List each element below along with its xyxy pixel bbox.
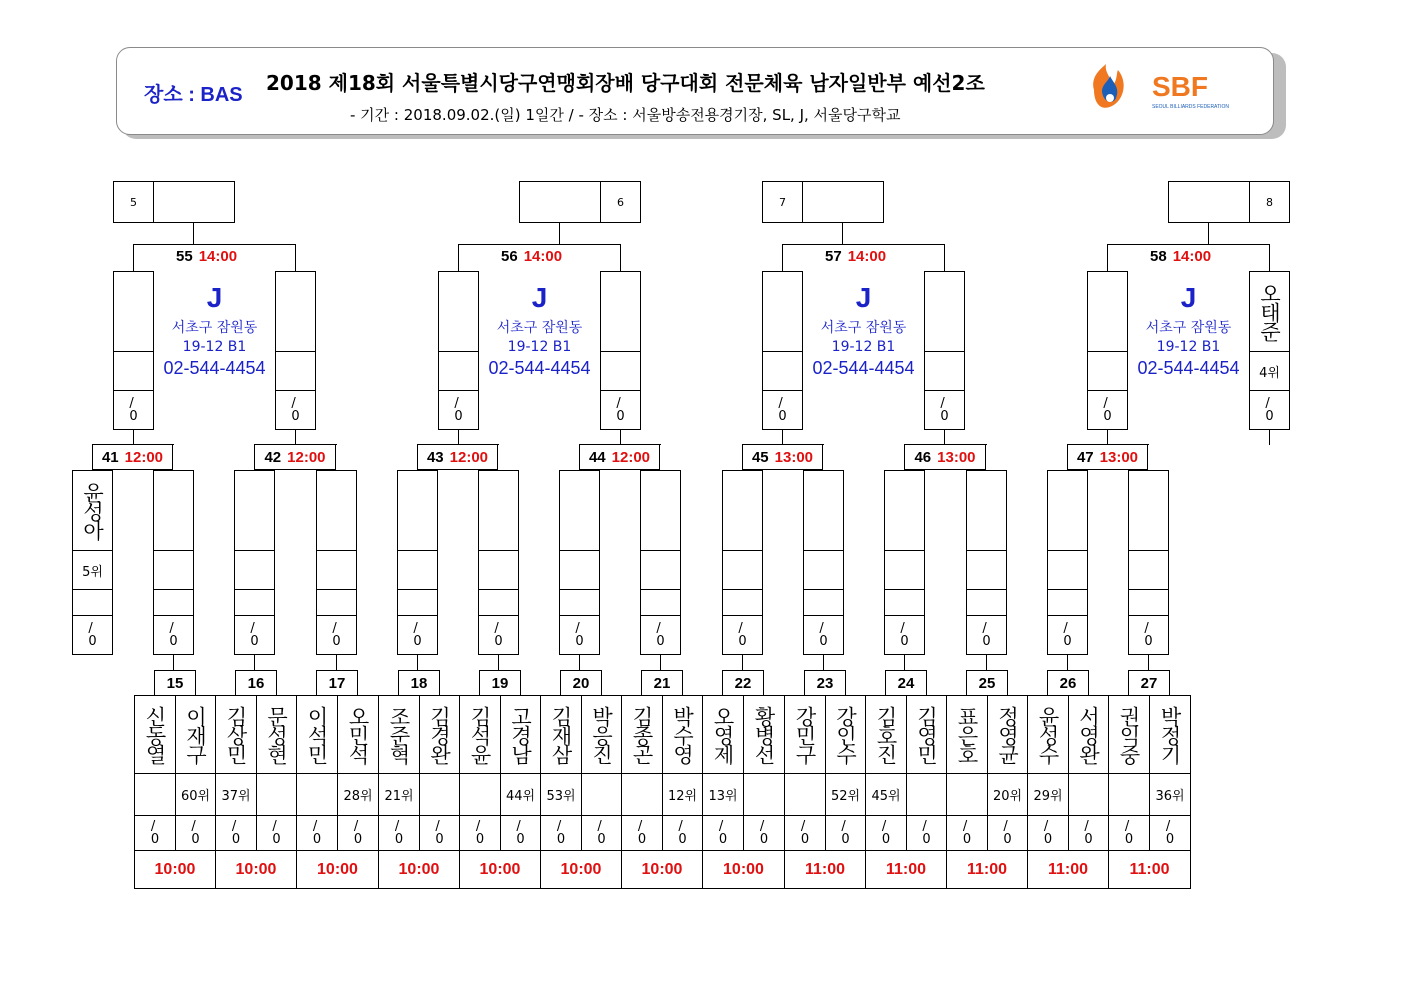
prelim-score-cell: / 0	[1149, 815, 1191, 851]
prelim-match-time: 11:00	[1108, 850, 1191, 889]
match-time: 13:00	[774, 448, 814, 466]
page-title: 2018 제18회 서울특별시당구연맹회장배 당구대회 전문체육 남자일반부 예선2조	[266, 71, 985, 95]
connector-line	[1107, 430, 1108, 445]
prelim-player-rank: 20위	[987, 773, 1028, 816]
semi-blank-cell	[559, 589, 600, 616]
prelim-score-cell: / 0	[296, 815, 338, 851]
semi-name-cell	[722, 470, 763, 551]
page-subtitle: - 기간 : 2018.09.02.(일) 1일간 / - 장소 : 서울방송전용경기장, SL, J, 서울당구학교	[350, 106, 901, 124]
semi-name-cell	[397, 470, 438, 551]
connector-line	[782, 430, 783, 445]
semi-blank-cell	[478, 589, 519, 616]
semi-rank-cell	[640, 550, 681, 590]
prelim-score-cell: / 0	[702, 815, 744, 851]
match-number: 56	[501, 248, 518, 265]
final-score-cell: / 0	[762, 390, 803, 430]
prelim-player-name: 조준혁	[378, 695, 420, 774]
top-slot-number: 7	[762, 181, 803, 223]
semi-blank-cell	[153, 589, 194, 616]
semi-name-cell	[966, 470, 1007, 551]
match-number: 43	[426, 448, 444, 466]
prelim-match-number: 16	[235, 670, 277, 696]
prelim-player-name: 김석윤	[459, 695, 501, 774]
prelim-player-rank: 21위	[378, 773, 420, 816]
semi-name-cell	[640, 470, 681, 551]
match-time: 14:00	[198, 248, 238, 265]
semi-match-label	[417, 444, 498, 470]
prelim-player-rank	[946, 773, 988, 816]
final-score-cell: / 0	[438, 390, 479, 430]
connector-line	[1067, 655, 1068, 671]
logo-subtext: SEOUL BILLIARDS FEDERATION	[1152, 104, 1229, 110]
venue-name: J	[855, 282, 872, 313]
prelim-score-cell: / 0	[500, 815, 541, 851]
semi-score-cell: / 0	[72, 615, 113, 655]
prelim-score-cell: / 0	[378, 815, 420, 851]
semi-rank-cell	[397, 550, 438, 590]
sbf-logo	[1088, 62, 1248, 122]
prelim-match-time: 10:00	[540, 850, 622, 889]
venue-address: 19-12 B1	[831, 339, 896, 355]
prelim-match-number: 15	[154, 670, 196, 696]
semi-score-cell: / 0	[153, 615, 194, 655]
venue-phone: 02-544-4454	[488, 358, 591, 378]
semi-score-cell: / 0	[234, 615, 275, 655]
match-number: 57	[825, 248, 842, 265]
prelim-match-time: 10:00	[702, 850, 785, 889]
connector-line	[295, 430, 296, 445]
prelim-match-number: 19	[479, 670, 521, 696]
connector-line	[173, 655, 174, 671]
bye-player-rank: 5위	[72, 550, 113, 590]
prelim-score-cell: / 0	[784, 815, 826, 851]
connector-line	[660, 655, 661, 671]
prelim-score-cell: / 0	[175, 815, 216, 851]
prelim-player-name: 박수영	[662, 695, 703, 774]
semi-rank-cell	[966, 550, 1007, 590]
prelim-match-number: 22	[722, 670, 764, 696]
final-score-cell: / 0	[1087, 390, 1128, 430]
connector-line	[782, 244, 783, 272]
semi-rank-cell	[884, 550, 925, 590]
semi-score-cell: / 0	[884, 615, 925, 655]
prelim-score-cell: / 0	[1108, 815, 1150, 851]
connector-line	[458, 430, 459, 445]
match-number: 46	[914, 448, 932, 466]
prelim-player-name: 정영균	[987, 695, 1028, 774]
prelim-player-name: 표은호	[946, 695, 988, 774]
connector-line	[133, 430, 134, 445]
semi-match-label	[1067, 444, 1148, 470]
prelim-player-rank	[296, 773, 338, 816]
bye-player-name: 윤성아	[72, 470, 113, 551]
top-slot-name	[802, 181, 884, 223]
prelim-player-rank: 44위	[500, 773, 541, 816]
prelim-score-cell: / 0	[743, 815, 785, 851]
prelim-score-cell: / 0	[134, 815, 176, 851]
semi-name-cell	[234, 470, 275, 551]
connector-line	[944, 244, 945, 272]
prelim-player-rank: 45위	[865, 773, 907, 816]
match-number: 41	[101, 448, 119, 466]
final-score-cell: / 0	[1249, 390, 1290, 430]
prelim-score-cell: / 0	[337, 815, 379, 851]
semi-blank-cell	[966, 589, 1007, 616]
prelim-match-number: 24	[885, 670, 927, 696]
connector-line	[498, 655, 499, 671]
match-number: 42	[264, 448, 282, 466]
connector-line	[944, 430, 945, 445]
connector-line	[336, 655, 337, 671]
prelim-player-rank	[581, 773, 622, 816]
connector-line	[1107, 244, 1108, 272]
final-score-cell: / 0	[600, 390, 641, 430]
prelim-player-rank	[256, 773, 297, 816]
venue-address: 서초구 잠원동	[171, 320, 258, 336]
semi-blank-cell	[397, 589, 438, 616]
semi-match-label	[579, 444, 660, 470]
prelim-player-name: 김호진	[865, 695, 907, 774]
connector-line	[559, 223, 560, 245]
prelim-match-time: 10:00	[378, 850, 460, 889]
semi-rank-cell	[153, 550, 194, 590]
top-slot-name	[153, 181, 235, 223]
top-slot-number: 6	[600, 181, 641, 223]
prelim-score-cell: / 0	[581, 815, 622, 851]
semi-name-cell	[559, 470, 600, 551]
semi-name-cell	[316, 470, 357, 551]
semi-rank-cell	[234, 550, 275, 590]
venue-phone: 02-544-4454	[1137, 358, 1240, 378]
venue-name: J	[531, 282, 548, 313]
semi-blank-cell	[1128, 589, 1169, 616]
prelim-player-name: 권익중	[1108, 695, 1150, 774]
match-time: 14:00	[1172, 248, 1212, 265]
prelim-player-rank: 13위	[702, 773, 744, 816]
prelim-player-name: 김영민	[906, 695, 947, 774]
semi-score-cell: / 0	[316, 615, 357, 655]
prelim-match-number: 23	[804, 670, 846, 696]
prelim-player-name: 이석민	[296, 695, 338, 774]
bye-player-name: 오태준	[1249, 271, 1290, 352]
prelim-player-rank	[134, 773, 176, 816]
semi-score-cell: / 0	[803, 615, 844, 655]
semi-blank-cell	[722, 589, 763, 616]
connector-line	[254, 655, 255, 671]
prelim-match-time: 10:00	[134, 850, 216, 889]
semi-rank-cell	[803, 550, 844, 590]
connector-line	[782, 244, 945, 245]
prelim-player-name: 오민석	[337, 695, 379, 774]
match-time: 12:00	[449, 448, 489, 466]
top-slot-name	[1168, 181, 1250, 223]
prelim-match-time: 10:00	[296, 850, 379, 889]
final-score-cell: / 0	[275, 390, 316, 430]
match-time: 13:00	[937, 448, 976, 466]
venue-address: 서초구 잠원동	[496, 320, 583, 336]
prelim-match-time: 11:00	[1027, 850, 1109, 889]
prelim-match-number: 20	[560, 670, 602, 696]
prelim-player-rank: 53위	[540, 773, 582, 816]
final-match-label	[825, 248, 886, 265]
semi-match-label	[92, 444, 173, 470]
prelim-score-cell: / 0	[419, 815, 460, 851]
semi-match-label	[742, 444, 823, 470]
prelim-match-time: 11:00	[946, 850, 1028, 889]
prelim-player-name: 박응진	[581, 695, 622, 774]
prelim-player-rank: 52위	[825, 773, 866, 816]
venue-address: 서초구 잠원동	[820, 320, 907, 336]
semi-name-cell	[478, 470, 519, 551]
prelim-player-rank: 60위	[175, 773, 216, 816]
final-match-label	[501, 248, 562, 265]
semi-match-label	[904, 444, 986, 470]
semi-name-cell	[803, 470, 844, 551]
semi-rank-cell	[1128, 550, 1169, 590]
prelim-score-cell: / 0	[459, 815, 501, 851]
top-slot-name	[519, 181, 601, 223]
match-number: 45	[751, 448, 769, 466]
prelim-player-rank	[1068, 773, 1109, 816]
final-match-label	[1150, 248, 1211, 265]
prelim-match-time: 10:00	[459, 850, 541, 889]
prelim-player-rank: 36위	[1149, 773, 1191, 816]
prelim-score-cell: / 0	[906, 815, 947, 851]
prelim-match-time: 11:00	[865, 850, 947, 889]
semi-score-cell: / 0	[478, 615, 519, 655]
venue-name: J	[206, 282, 223, 313]
semi-rank-cell	[559, 550, 600, 590]
prelim-player-rank	[459, 773, 501, 816]
match-time: 12:00	[611, 448, 651, 466]
prelim-match-number: 25	[966, 670, 1008, 696]
match-time: 12:00	[124, 448, 164, 466]
connector-line	[620, 430, 621, 445]
final-score-cell: / 0	[113, 390, 154, 430]
venue-address: 19-12 B1	[1156, 339, 1221, 355]
semi-blank-cell	[1047, 589, 1088, 616]
prelim-score-cell: / 0	[1068, 815, 1109, 851]
semi-blank-cell	[640, 589, 681, 616]
semi-match-label	[254, 444, 336, 470]
final-match-label	[176, 248, 237, 265]
connector-line	[842, 223, 843, 245]
semi-rank-cell	[316, 550, 357, 590]
final-score-cell: / 0	[924, 390, 965, 430]
venue-address: 서초구 잠원동	[1145, 320, 1232, 336]
semi-blank-cell	[316, 589, 357, 616]
connector-line	[742, 655, 743, 671]
venue-phone: 02-544-4454	[163, 358, 266, 378]
match-time: 14:00	[523, 248, 563, 265]
semi-score-cell: / 0	[722, 615, 763, 655]
prelim-score-cell: / 0	[215, 815, 257, 851]
prelim-match-number: 26	[1047, 670, 1089, 696]
prelim-score-cell: / 0	[540, 815, 582, 851]
prelim-score-cell: / 0	[987, 815, 1028, 851]
connector-line	[1208, 223, 1209, 245]
semi-score-cell: / 0	[640, 615, 681, 655]
connector-line	[295, 244, 296, 272]
semi-blank-cell	[72, 589, 113, 616]
connector-line	[579, 655, 580, 671]
prelim-score-cell: / 0	[865, 815, 907, 851]
prelim-player-rank	[784, 773, 826, 816]
semi-score-cell: / 0	[1047, 615, 1088, 655]
semi-name-cell	[1128, 470, 1169, 551]
prelim-player-name: 박정기	[1149, 695, 1191, 774]
prelim-match-time: 10:00	[621, 850, 703, 889]
prelim-player-name: 고경남	[500, 695, 541, 774]
prelim-match-number: 18	[398, 670, 440, 696]
semi-rank-cell	[478, 550, 519, 590]
semi-name-cell	[153, 470, 194, 551]
prelim-match-number: 21	[641, 670, 683, 696]
connector-line	[986, 655, 987, 671]
semi-name-cell	[884, 470, 925, 551]
connector-line	[133, 244, 296, 245]
top-slot-number: 8	[1249, 181, 1290, 223]
prelim-player-rank: 37위	[215, 773, 257, 816]
match-number: 55	[176, 248, 193, 265]
semi-blank-cell	[803, 589, 844, 616]
prelim-score-cell: / 0	[256, 815, 297, 851]
logo-text: SBF	[1152, 71, 1208, 102]
match-number: 44	[588, 448, 606, 466]
prelim-match-number: 17	[316, 670, 358, 696]
semi-blank-cell	[884, 589, 925, 616]
prelim-player-name: 김경완	[419, 695, 460, 774]
prelim-match-time: 10:00	[215, 850, 297, 889]
venue-address: 19-12 B1	[182, 339, 247, 355]
prelim-score-cell: / 0	[662, 815, 703, 851]
prelim-player-name: 신동열	[134, 695, 176, 774]
prelim-player-name: 서영완	[1068, 695, 1109, 774]
venue-label: 장소 : BAS	[144, 84, 243, 106]
prelim-player-name: 문성현	[256, 695, 297, 774]
prelim-score-cell: / 0	[825, 815, 866, 851]
prelim-score-cell: / 0	[621, 815, 663, 851]
prelim-match-number: 27	[1128, 670, 1170, 696]
connector-line	[620, 244, 621, 272]
top-slot-number: 5	[113, 181, 154, 223]
prelim-player-name: 김재삼	[540, 695, 582, 774]
match-number: 58	[1150, 248, 1167, 265]
prelim-player-name: 황병선	[743, 695, 785, 774]
connector-line	[1269, 244, 1270, 272]
prelim-player-rank	[1108, 773, 1150, 816]
prelim-player-rank	[419, 773, 460, 816]
connector-line	[1107, 244, 1270, 245]
prelim-player-name: 강민구	[784, 695, 826, 774]
bye-player-rank: 4위	[1249, 351, 1290, 391]
connector-line	[904, 655, 905, 671]
semi-score-cell: / 0	[559, 615, 600, 655]
match-time: 13:00	[1099, 448, 1139, 466]
connector-line	[1148, 655, 1149, 671]
connector-line	[458, 244, 621, 245]
prelim-player-rank: 28위	[337, 773, 379, 816]
prelim-player-name: 김종곤	[621, 695, 663, 774]
connector-line	[133, 244, 134, 272]
prelim-score-cell: / 0	[1027, 815, 1069, 851]
prelim-player-name: 김상민	[215, 695, 257, 774]
connector-line	[193, 223, 194, 245]
prelim-player-rank: 12위	[662, 773, 703, 816]
prelim-player-name: 윤성수	[1027, 695, 1069, 774]
connector-line	[458, 244, 459, 272]
venue-name: J	[1180, 282, 1197, 313]
venue-address: 19-12 B1	[507, 339, 572, 355]
prelim-player-rank: 29위	[1027, 773, 1069, 816]
prelim-player-name: 강인수	[825, 695, 866, 774]
match-time: 14:00	[847, 248, 887, 265]
venue-phone: 02-544-4454	[812, 358, 915, 378]
semi-score-cell: / 0	[966, 615, 1007, 655]
match-time: 12:00	[287, 448, 326, 466]
prelim-player-rank	[621, 773, 663, 816]
connector-line	[823, 655, 824, 671]
connector-line	[1269, 430, 1270, 445]
prelim-player-name: 오영제	[702, 695, 744, 774]
prelim-match-time: 11:00	[784, 850, 866, 889]
semi-rank-cell	[1047, 550, 1088, 590]
prelim-score-cell: / 0	[946, 815, 988, 851]
semi-rank-cell	[722, 550, 763, 590]
semi-score-cell: / 0	[1128, 615, 1169, 655]
flame-logo-icon	[1088, 62, 1248, 122]
prelim-player-name: 이재구	[175, 695, 216, 774]
match-number: 47	[1076, 448, 1094, 466]
prelim-player-rank	[743, 773, 785, 816]
connector-line	[417, 655, 418, 671]
prelim-player-rank	[906, 773, 947, 816]
semi-score-cell: / 0	[397, 615, 438, 655]
semi-blank-cell	[234, 589, 275, 616]
semi-name-cell	[1047, 470, 1088, 551]
